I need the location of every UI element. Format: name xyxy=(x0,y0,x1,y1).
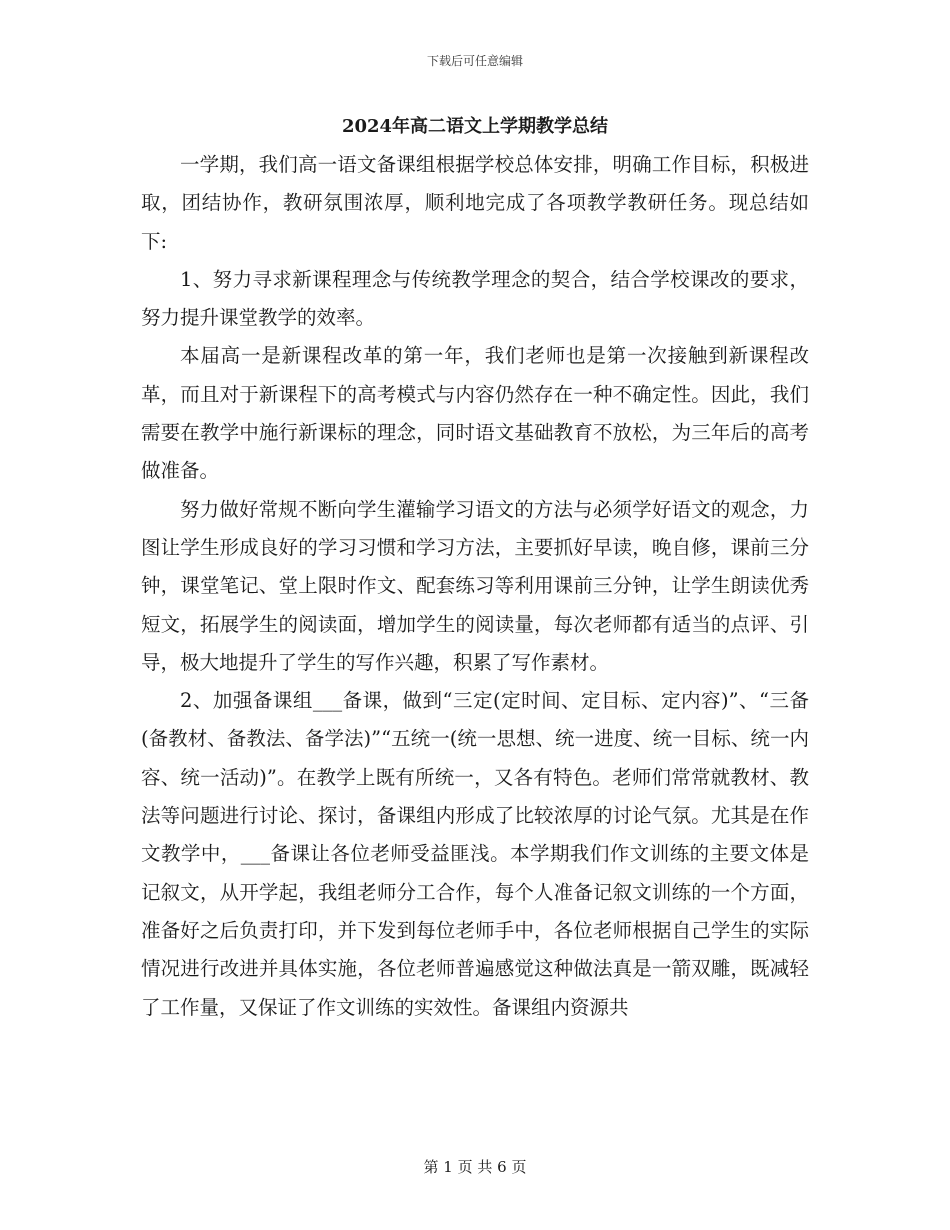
paragraph: 1、努力寻求新课程理念与传统教学理念的契合，结合学校课改的要求，努力提升课堂教学的效率。 xyxy=(141,267,809,330)
document-title: 2024年高二语文上学期教学总结 xyxy=(341,116,609,137)
paragraph: 本届高一是新课程改革的第一年，我们老师也是第一次接触到新课程改革，而且对于新课程下的高考模式与内容仍然存在一种不确定性。因此，我们需要在教学中施行新课标的理念，同时语文基础教育不放松，为三年后的高考做准备。 xyxy=(141,344,809,483)
paragraph: 一学期，我们高一语文备课组根据学校总体安排，明确工作目标，积极进取，团结协作，教研氛围浓厚，顺利地完成了各项教学教研任务。现总结如下: xyxy=(141,153,809,253)
paragraph: 2、加强备课组___备课，做到“三定(定时间、定目标、定内容)”、“三备(备教材、备教法、备学法)”“五统一(统一思想、统一进度、统一目标、统一内容、统一活动)”。在教学上既有所统一，又各有特色。老师们常常就教材、教法等问题进行讨论、探讨，备课组内形成了比较浓厚的讨论气氛。尤其是在作文教学中，___备课让各位老师受益匪浅。本学期我们作文训练的主要文体是记叙文，从开学起，我组老师分工合作，每个人准备记叙文训练的一个方面，准备好之后负责打印，并下发到每位老师手中，各位老师根据自己学生的实际情况进行改进并具体实施，各位老师普遍感觉这种做法真是一箭双雕，既减轻了工作量，又保证了作文训练的实效性。备课组内资源共 xyxy=(141,689,809,1019)
page-header: 下载后可任意编辑 xyxy=(426,54,523,68)
page-footer: 第 1 页 共 6 页 xyxy=(423,1158,527,1176)
paragraph: 努力做好常规不断向学生灌输学习语文的方法与必须学好语文的观念，力图让学生形成良好的学习习惯和学习方法，主要抓好早读，晚自修，课前三分钟，课堂笔记、堂上限时作文、配套练习等利用课前三分钟，让学生朗读优秀短文，拓展学生的阅读面，增加学生的阅读量，每次老师都有适当的点评、引导，极大地提升了学生的写作兴趣，积累了写作素材。 xyxy=(141,497,809,674)
document-body xyxy=(141,146,809,1027)
